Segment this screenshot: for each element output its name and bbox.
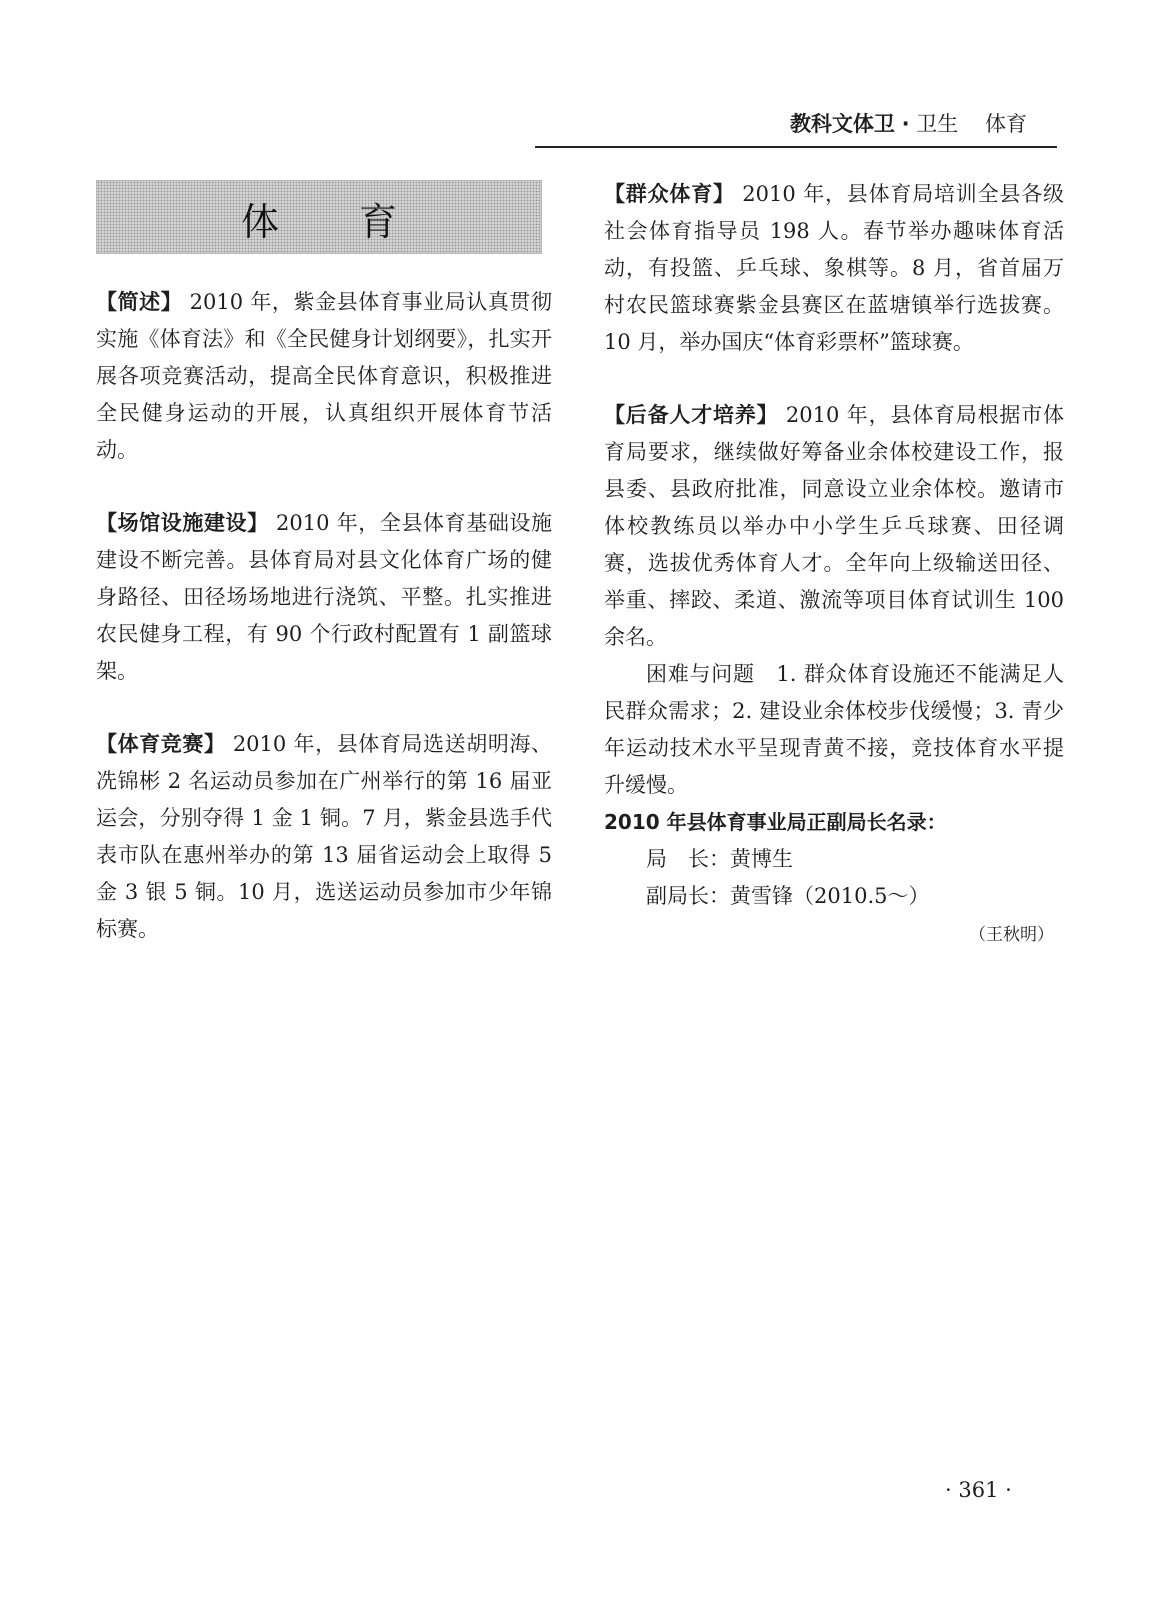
author-credit: （王秋明） xyxy=(969,925,1054,945)
header-sub-health: 卫生 xyxy=(916,112,959,136)
paragraph-tag: 【简述】 xyxy=(96,290,183,314)
paragraph-text: 2010 年，县体育局培训全县各级社会体育指导员 198 人。春节举办趣味体育活动，有投篮、乒乓球、象棋等。8 月，省首届万村农民篮球赛紫金县赛区在蓝塘镇举行选拔赛。10 月，举办国庆“体育彩票杯”篮球赛。 xyxy=(604,182,1064,354)
paragraph-tag: 【群众体育】 xyxy=(604,182,735,206)
page-number: · 361 · xyxy=(945,1478,1012,1502)
header-separator: · xyxy=(901,112,910,136)
director-line: 局 长：黄博生 xyxy=(646,847,793,871)
paragraph-text: 2010 年，县体育局根据市体育局要求，继续做好筹备业余体校建设工作，报县委、县政府批准，同意设立业余体校。邀请市体校教练员以举办中小学生乒乓球赛、田径调赛，选拔优秀体育人才。全年向上级输送田径、举重、摔跤、柔道、激流等项目体育试训生 100 余名。 xyxy=(604,403,1065,649)
paragraph-talent-training xyxy=(604,397,1064,656)
deputy-director-line: 副局长：黄雪锋（2010.5～） xyxy=(646,884,930,908)
paragraph-text: 2010 年，全县体育基础设施建设不断完善。县体育局对县文化体育广场的健身路径、田径场场地进行浇筑、平整。扎实推进农民健身工程，有 90 个行政村配置有 1 副篮球架。 xyxy=(96,511,552,683)
running-header-text xyxy=(790,108,1027,138)
paragraph-tag: 【场馆设施建设】 xyxy=(96,511,269,535)
header-section: 教科文体卫 xyxy=(789,112,895,136)
paragraph-competitions xyxy=(96,726,552,948)
left-column xyxy=(96,284,552,984)
section-title: 体育 xyxy=(240,200,477,244)
running-header xyxy=(535,106,1057,148)
paragraph-mass-sports xyxy=(604,176,1064,361)
section-banner xyxy=(96,180,542,254)
right-column xyxy=(604,176,1064,954)
paragraph-problems: 困难与问题 1. 群众体育设施还不能满足人民群众需求；2. 建设业余体校步伐缓慢；3. 青少年运动技术水平呈现青黄不接，竞技体育水平提升缓慢。 xyxy=(604,662,1064,797)
leaders-list-title: 2010 年县体育事业局正副局长名录： xyxy=(604,810,947,834)
paragraph-tag: 【体育竞赛】 xyxy=(96,732,226,756)
paragraph-facilities xyxy=(96,505,552,690)
paragraph-text: 2010 年，紫金县体育事业局认真贯彻实施《体育法》和《全民健身计划纲要》，扎实开展各项竞赛活动，提高全民体育意识，积极推进全民健身运动的开展，认真组织开展体育节活动。 xyxy=(96,290,552,462)
paragraph-tag: 【后备人才培养】 xyxy=(604,403,779,427)
header-sub-sports: 体育 xyxy=(985,112,1027,136)
paragraph-text: 2010 年，县体育局选送胡明海、冼锦彬 2 名运动员参加在广州举行的第 16 届亚运会，分别夺得 1 金 1 铜。7 月，紫金县选手代表市队在惠州举办的第 13 届省运动会上取得 5 金 3 银 5 铜。10 月，选送运动员参加市少年锦标赛。 xyxy=(96,732,552,941)
paragraph-overview xyxy=(96,284,552,469)
